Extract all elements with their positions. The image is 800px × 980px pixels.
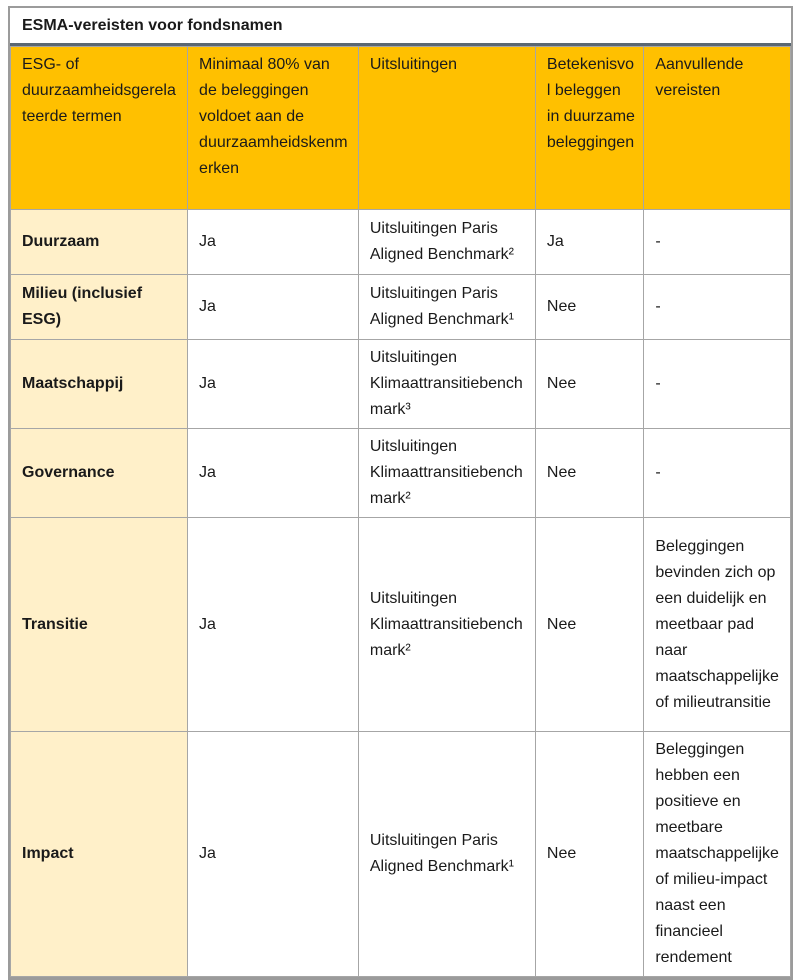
aanvullende-cell: - (644, 429, 791, 518)
term-cell: Governance (11, 429, 188, 518)
header-cell-min-80-pct: Minimaal 80% van de beleggingen voldoet aan de duurzaamheidskenmerken (188, 47, 359, 210)
header-row (11, 47, 791, 210)
uitsluitingen-cell: Uitsluitingen Paris Aligned Benchmark² (358, 210, 535, 275)
min-80-pct-cell: Ja (188, 275, 359, 340)
header-cell-betekenisvol-beleggen: Betekenisvol beleggen in duurzame beleggingen (535, 47, 643, 210)
term-cell: Transitie (11, 518, 188, 732)
term-cell: Impact (11, 732, 188, 977)
table-row-milieu (11, 275, 791, 340)
term-cell: Maatschappij (11, 340, 188, 429)
table-row-maatschappij (11, 340, 791, 429)
betekenisvol-cell: Nee (535, 732, 643, 977)
uitsluitingen-cell: Uitsluitingen Paris Aligned Benchmark¹ (358, 732, 535, 977)
betekenisvol-cell: Nee (535, 518, 643, 732)
uitsluitingen-cell: Uitsluitingen Klimaattransitiebenchmark³ (358, 340, 535, 429)
term-cell: Milieu (inclusief ESG) (11, 275, 188, 340)
term-cell: Duurzaam (11, 210, 188, 275)
betekenisvol-cell: Nee (535, 429, 643, 518)
min-80-pct-cell: Ja (188, 210, 359, 275)
betekenisvol-cell: Nee (535, 340, 643, 429)
aanvullende-cell: - (644, 275, 791, 340)
uitsluitingen-cell: Uitsluitingen Klimaattransitiebenchmark² (358, 518, 535, 732)
aanvullende-cell: - (644, 210, 791, 275)
min-80-pct-cell: Ja (188, 429, 359, 518)
table-row-impact (11, 732, 791, 977)
table-title: ESMA-vereisten voor fondsnamen (10, 8, 791, 46)
uitsluitingen-cell: Uitsluitingen Klimaattransitiebenchmark² (358, 429, 535, 518)
aanvullende-cell: Beleggingen hebben een positieve en meetbare maatschappelijke of milieu-impact naast een financieel rendement (644, 732, 791, 977)
table-row-duurzaam (11, 210, 791, 275)
betekenisvol-cell: Nee (535, 275, 643, 340)
esma-requirements-table (10, 46, 791, 977)
table-row-governance (11, 429, 791, 518)
header-cell-aanvullende-vereisten: Aanvullende vereisten (644, 47, 791, 210)
aanvullende-cell: - (644, 340, 791, 429)
uitsluitingen-cell: Uitsluitingen Paris Aligned Benchmark¹ (358, 275, 535, 340)
betekenisvol-cell: Ja (535, 210, 643, 275)
aanvullende-cell: Beleggingen bevinden zich op een duidelijk en meetbaar pad naar maatschappelijke of milieutransitie (644, 518, 791, 732)
min-80-pct-cell: Ja (188, 340, 359, 429)
min-80-pct-cell: Ja (188, 732, 359, 977)
min-80-pct-cell: Ja (188, 518, 359, 732)
header-cell-uitsluitingen: Uitsluitingen (358, 47, 535, 210)
esma-table-container (8, 6, 793, 980)
table-row-transitie (11, 518, 791, 732)
header-cell-term: ESG- of duurzaamheidsgerelateerde termen (11, 47, 188, 210)
